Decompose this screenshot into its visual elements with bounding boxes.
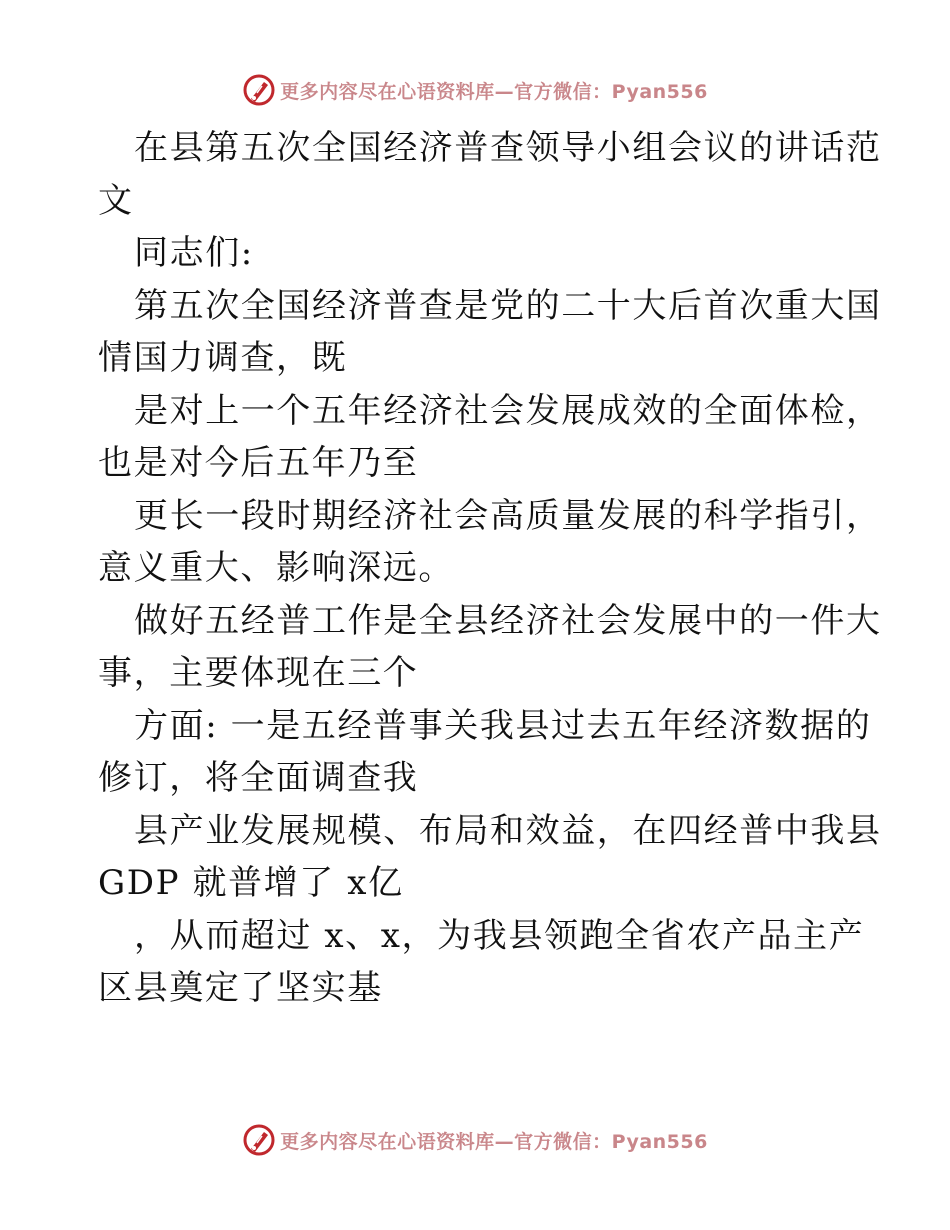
text-line: 事，主要体现在三个 [98,653,419,693]
text-line: 意义重大、影响深远。 [98,548,454,588]
pen-logo-icon [242,1123,276,1157]
document-body [98,122,882,1015]
text-line: 县产业发展规模、布局和效益，在四经普中我县 [134,810,882,851]
header-banner [0,70,950,110]
footer-banner [0,1120,950,1160]
text-line: GDP 就普增了 x亿 [98,863,404,903]
text-line: 在县第五次全国经济普查领导小组会议的讲话范 [134,128,882,168]
text-line: 文 [98,180,134,221]
text-line: 区县奠定了坚实基 [98,968,383,1008]
text-line: 情国力调查，既 [98,338,348,378]
footer-banner-text: 更多内容尽在心语资料库—官方微信：Pyan556 [280,1130,708,1153]
text-line: 方面: 一是五经普事关我县过去五年经济数据的 [134,705,872,746]
text-line: 修订，将全面调查我 [98,758,419,798]
text-line: 第五次全国经济普查是党的二十大后首次重大国 [134,285,882,326]
text-line: 同志们: [134,233,254,273]
header-banner-text: 更多内容尽在心语资料库—官方微信：Pyan556 [280,80,708,103]
pen-logo-icon [242,73,276,107]
text-line: 更长一段时期经济社会高质量发展的科学指引， [134,495,882,536]
text-line: 是对上一个五年经济社会发展成效的全面体检， [134,390,882,431]
text-line: 也是对今后五年乃至 [98,443,419,483]
text-line: 做好五经普工作是全县经济社会发展中的一件大 [134,600,882,641]
text-line: ，从而超过 x、x，为我县领跑全省农产品主产 [134,915,865,956]
